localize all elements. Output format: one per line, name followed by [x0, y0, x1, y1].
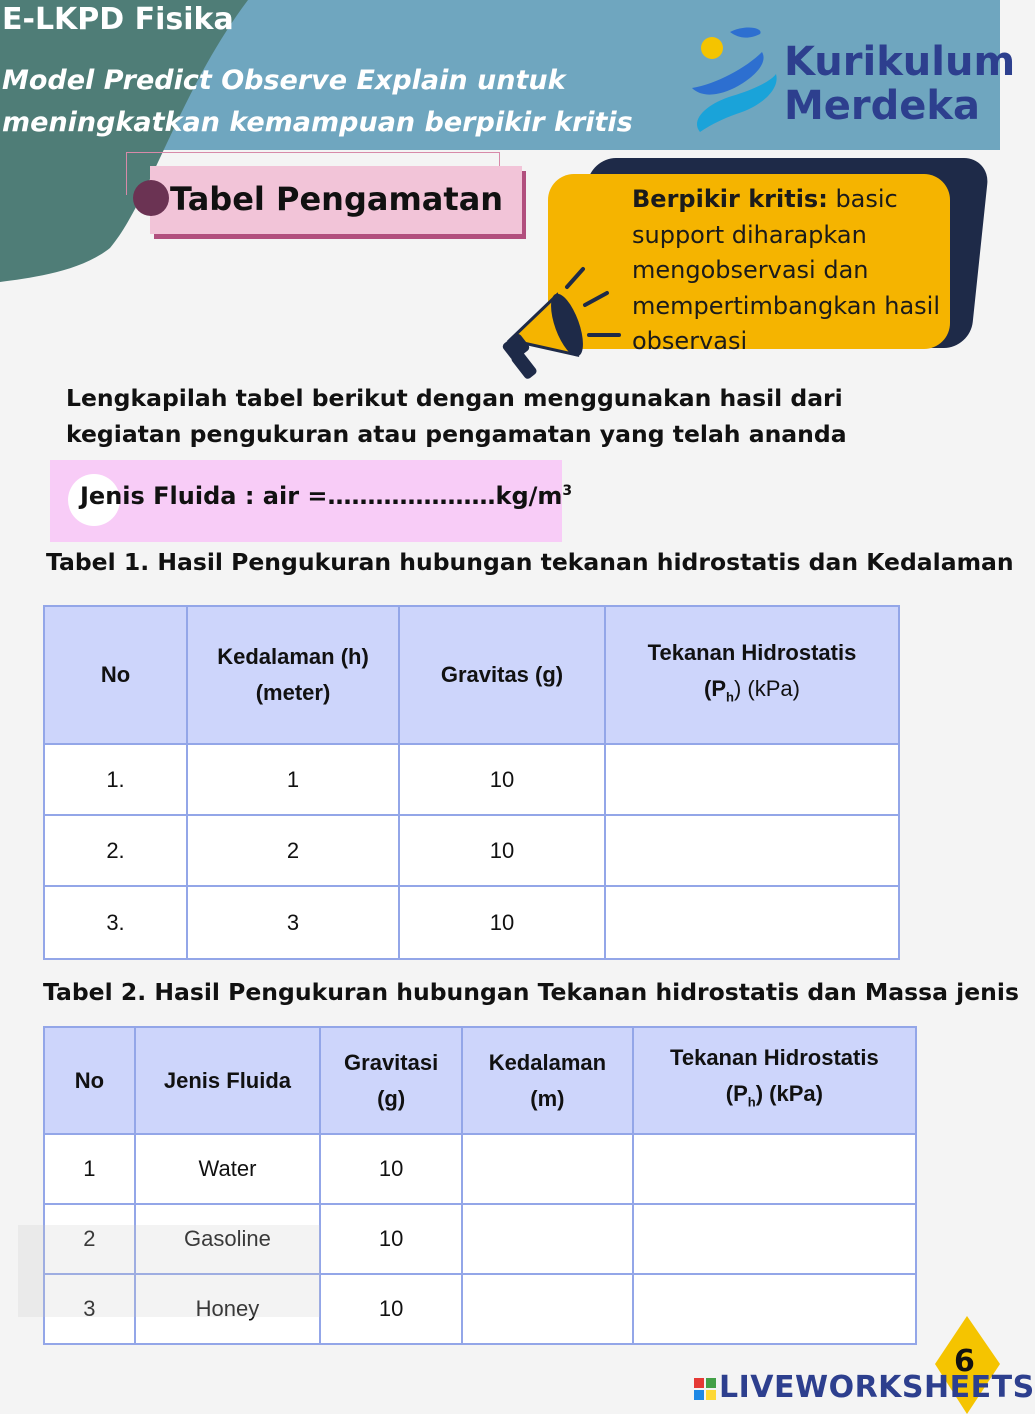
fluid-unit: kg/m [495, 482, 563, 510]
table2-header-no: No [44, 1027, 135, 1134]
table1-header-gravity: Gravitas (g) [399, 606, 605, 744]
table2-header-gravity-line1: Gravitasi [344, 1049, 439, 1075]
row-highlight-overlay [18, 1225, 320, 1317]
table1-cell-gravity: 10 [399, 815, 605, 886]
table1-header-depth-line1: Kedalaman (h) [217, 644, 369, 669]
table2-header-pressure-unit: ) (kPa) [755, 1081, 823, 1107]
table2-header-depth-line2: (m) [530, 1085, 565, 1111]
table1-cell-pressure-input[interactable] [605, 815, 899, 886]
table2-header-depth-line1: Kedalaman [488, 1049, 607, 1075]
kurikulum-merdeka-brand [784, 40, 1015, 128]
table1-caption: Tabel 1. Hasil Pengukuran hubungan tekanan hidrostatis dan Kedalaman [46, 548, 1014, 576]
brand-line-2: Merdeka [784, 83, 981, 129]
table2-cell-gravity: 10 [320, 1274, 462, 1344]
fluid-unit-exponent: 3 [562, 483, 573, 499]
instruction-text: Lengkapilah tabel berikut dengan menggunakan hasil dari kegiatan pengukuran atau pengamatan yang telah ananda [66, 384, 847, 448]
table1-cell-gravity: 10 [399, 886, 605, 959]
table1-cell-no: 3. [44, 886, 187, 959]
table2-cell-gravity: 10 [320, 1134, 462, 1204]
section-bullet-dot [133, 180, 169, 216]
fluid-density-blank[interactable]: ………………… [327, 482, 496, 510]
table2-cell-no: 1 [44, 1134, 135, 1204]
table2-header-pressure-line1: Tekanan Hidrostatis [670, 1045, 879, 1071]
table1-header-pressure-p: (P [704, 675, 727, 701]
brand-line-1: Kurikulum [784, 39, 1016, 85]
callout-text [632, 182, 952, 360]
table2-header-pressure-sub: h [747, 1094, 756, 1110]
table1-cell-no: 1. [44, 744, 187, 815]
table1-cell-gravity: 10 [399, 744, 605, 815]
table2-cell-no: 2 [44, 1204, 135, 1274]
table-row [44, 886, 899, 959]
table2-cell-pressure-input[interactable] [633, 1274, 916, 1344]
table1-header-pressure-unit: ) (kPa) [733, 675, 800, 701]
table2-cell-pressure-input[interactable] [633, 1204, 916, 1274]
table1-cell-depth: 1 [187, 744, 399, 815]
table-row [44, 815, 899, 886]
table1-header-no: No [44, 606, 187, 744]
callout-body: basic support diharapkan mengobservasi dan mempertimbangkan hasil observasi [632, 185, 941, 355]
liveworksheets-logo-icon [694, 1378, 716, 1400]
table-row [44, 744, 899, 815]
table1-header-row [44, 606, 899, 744]
section-title: Tabel Pengamatan [170, 180, 504, 218]
table2-cell-fluid: Gasoline [135, 1204, 321, 1274]
table2-cell-depth-input[interactable] [462, 1204, 633, 1274]
fluid-label: Jenis Fluida : air = [80, 482, 328, 510]
table1-cell-pressure-input[interactable] [605, 744, 899, 815]
liveworksheets-brand[interactable]: LIVEWORKSHEETS [719, 1370, 1035, 1405]
table2-cell-depth-input[interactable] [462, 1134, 633, 1204]
table1-header-pressure [605, 606, 899, 744]
table2-caption: Tabel 2. Hasil Pengukuran hubungan Tekanan hidrostatis dan Massa jenis [43, 978, 1019, 1006]
table2-cell-fluid: Water [135, 1134, 321, 1204]
table2-header-pressure [633, 1027, 916, 1134]
table1-cell-depth: 2 [187, 815, 399, 886]
table1-header-depth [187, 606, 399, 744]
subtitle-line-2: meningkatkan kemampuan berpikir kritis [2, 107, 633, 138]
table2-cell-pressure-input[interactable] [633, 1134, 916, 1204]
table2-cell-no: 3 [44, 1274, 135, 1344]
table1-header-pressure-line1: Tekanan Hidrostatis [647, 639, 857, 665]
table2-header-depth [462, 1027, 633, 1134]
table-row [44, 1134, 916, 1204]
subtitle-line-1: Model Predict Observe Explain untuk [2, 65, 566, 96]
table1-header-depth-line2: (meter) [255, 680, 331, 705]
kurikulum-merdeka-logo-icon [686, 24, 782, 142]
table2-header-fluid: Jenis Fluida [135, 1027, 321, 1134]
table2-header-gravity [320, 1027, 462, 1134]
table1 [43, 605, 900, 960]
table1-header-pressure-sub: h [726, 689, 734, 705]
table2-cell-fluid: Honey [135, 1274, 321, 1344]
document-title: E-LKPD Fisika [2, 2, 234, 37]
fluid-density-line [80, 482, 572, 510]
table1-cell-no: 2. [44, 815, 187, 886]
table2-cell-gravity: 10 [320, 1204, 462, 1274]
table1-cell-depth: 3 [187, 886, 399, 959]
table2-cell-depth-input[interactable] [462, 1274, 633, 1344]
document-subtitle [2, 60, 633, 144]
callout-label: Berpikir kritis: [632, 185, 828, 213]
megaphone-icon [495, 255, 625, 385]
page-number: 6 [954, 1344, 975, 1379]
table1-cell-pressure-input[interactable] [605, 886, 899, 959]
table2-header-pressure-p: (P [725, 1081, 748, 1107]
table2-header-gravity-line2: (g) [377, 1085, 406, 1111]
table2-header-row [44, 1027, 916, 1134]
